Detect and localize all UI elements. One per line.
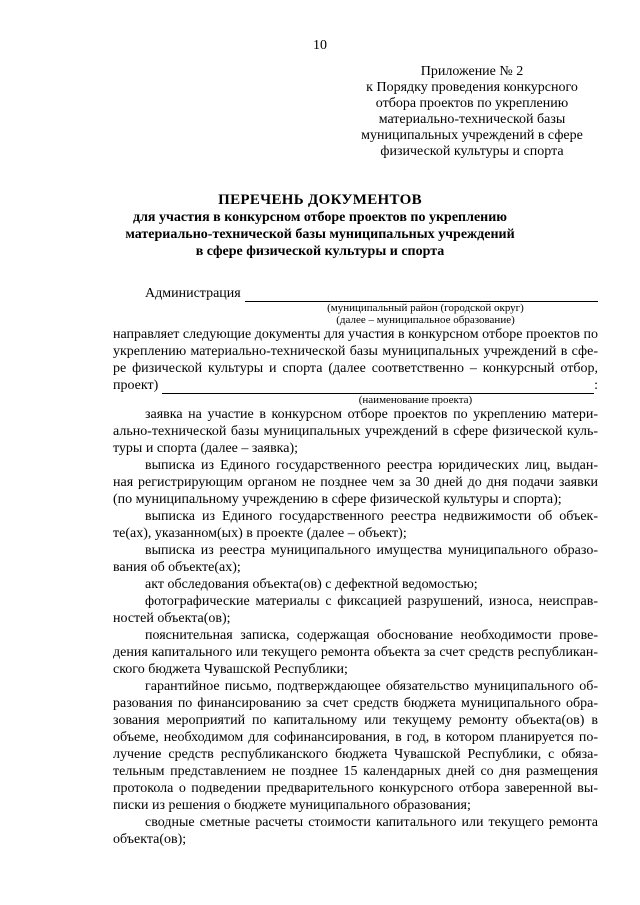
document-item (113, 406, 598, 457)
document-item-line: пояснительная записка, содержащая обоснование необходимости прове- (145, 628, 598, 643)
project-label: проект) (113, 378, 159, 393)
document-item-line: ского бюджета Чувашской Республики; (113, 662, 348, 677)
document-item-line: (по муниципальному учреждению в сфере физической культуры и спорта); (113, 492, 562, 507)
admin-row (113, 285, 598, 302)
appendix-line: отбора проектов по укреплению (375, 96, 569, 111)
intro-line: направляет следующие документы для участия в конкурсном отборе проектов по (113, 327, 598, 342)
appendix-line: к Порядку проведения конкурсного (366, 80, 578, 95)
document-item-line: туры и спорта (далее – заявка); (113, 441, 299, 456)
admin-hint: (далее – муниципальное образование) (336, 314, 515, 326)
document-body (113, 285, 598, 848)
intro-line: укреплению материально-технической базы муниципальных учреждений в сфе- (113, 344, 598, 359)
page-number: 10 (313, 38, 327, 53)
appendix-line: муниципальных учреждений в сфере (361, 128, 583, 143)
document-item-line: зования мероприятий по капитальному или текущему ремонту объекта(ов) в (113, 713, 598, 728)
project-blank-line (162, 381, 594, 394)
document-subtitle-line: в сфере физической культуры и спорта (195, 244, 445, 259)
document-item (113, 814, 598, 848)
intro-line: ре физической культуры и спорта (далее соответственно – конкурсный отбор, (113, 361, 598, 376)
appendix-line: материально-технической базы (378, 112, 566, 127)
document-list (113, 406, 598, 848)
document-title: ПЕРЕЧЕНЬ ДОКУМЕНТОВ (218, 192, 422, 208)
admin-hint: (муниципальный район (городской округ) (327, 302, 524, 314)
document-item (113, 627, 598, 678)
document-item-line: протокола о подведении предварительного конкурсного отбора заверенной вы- (113, 781, 598, 796)
document-item-line: сводные сметные расчеты стоимости капитального или текущего ремонта (145, 815, 598, 830)
document-item-line: выписка из Единого государственного реестра недвижимости об объек- (145, 509, 598, 524)
document-item-line: выписка из реестра муниципального имущества муниципального образо- (145, 543, 598, 558)
document-item-line: вания об объекте(ах); (113, 560, 241, 575)
document-item (113, 542, 598, 576)
document-item-line: ностей объекта(ов); (113, 611, 231, 626)
document-item (113, 508, 598, 542)
admin-blank-line (245, 289, 598, 302)
document-item-line: фотографические материалы с фиксацией разрушений, износа, неисправ- (145, 594, 598, 609)
project-hint: (наименование проекта) (358, 394, 473, 406)
appendix-line: Приложение № 2 (420, 64, 524, 79)
document-item-line: разования по финансированию за счет средств бюджета муниципального обра- (113, 696, 598, 711)
document-item-line: ная регистрирующим органом не позднее чем за 30 дней до дня подачи заявки (113, 475, 598, 490)
appendix-block (330, 64, 614, 160)
document-item-line: ально-технической базы муниципальных учреждений в сфере физической куль- (113, 424, 598, 439)
document-item-line: дения капитального или текущего ремонта объекта за счет средств республикан- (113, 645, 598, 660)
admin-label: Администрация (145, 286, 241, 301)
document-subtitle-line: для участия в конкурсном отборе проектов по укреплению (133, 210, 507, 225)
document-item-line: писки из решения о бюджете муниципального образования; (113, 798, 471, 813)
document-item-line: объеме, необходимом для софинансирования, в год, в котором планируется по- (113, 730, 598, 745)
document-item-line: объекта(ов); (113, 832, 187, 847)
document-heading (96, 192, 544, 260)
document-item-line: гарантийное письмо, подтверждающее обязательство муниципального об- (145, 679, 598, 694)
document-item (113, 593, 598, 627)
document-item (113, 576, 598, 593)
document-item (113, 678, 598, 814)
document-item-line: акт обследования объекта(ов) с дефектной ведомостью; (145, 577, 478, 592)
document-item (113, 457, 598, 508)
project-row (113, 377, 598, 394)
document-item-line: те(ах), указанном(ых) в проекте (далее – объект); (113, 526, 407, 541)
document-item-line: выписка из Единого государственного реестра юридических лиц, выдан- (145, 458, 598, 473)
document-item-line: тельным представлением не позднее 15 календарных дней со дня размещения (113, 764, 598, 779)
document-item-line: заявка на участие в конкурсном отборе проектов по укреплению матери- (145, 407, 598, 422)
project-end: : (594, 378, 598, 393)
appendix-line: физической культуры и спорта (380, 144, 564, 159)
document-item-line: лучение средств республиканского бюджета Чувашской Республики, с обяза- (113, 747, 598, 762)
document-subtitle-line: материально-технической базы муниципальных учреждений (125, 227, 515, 242)
